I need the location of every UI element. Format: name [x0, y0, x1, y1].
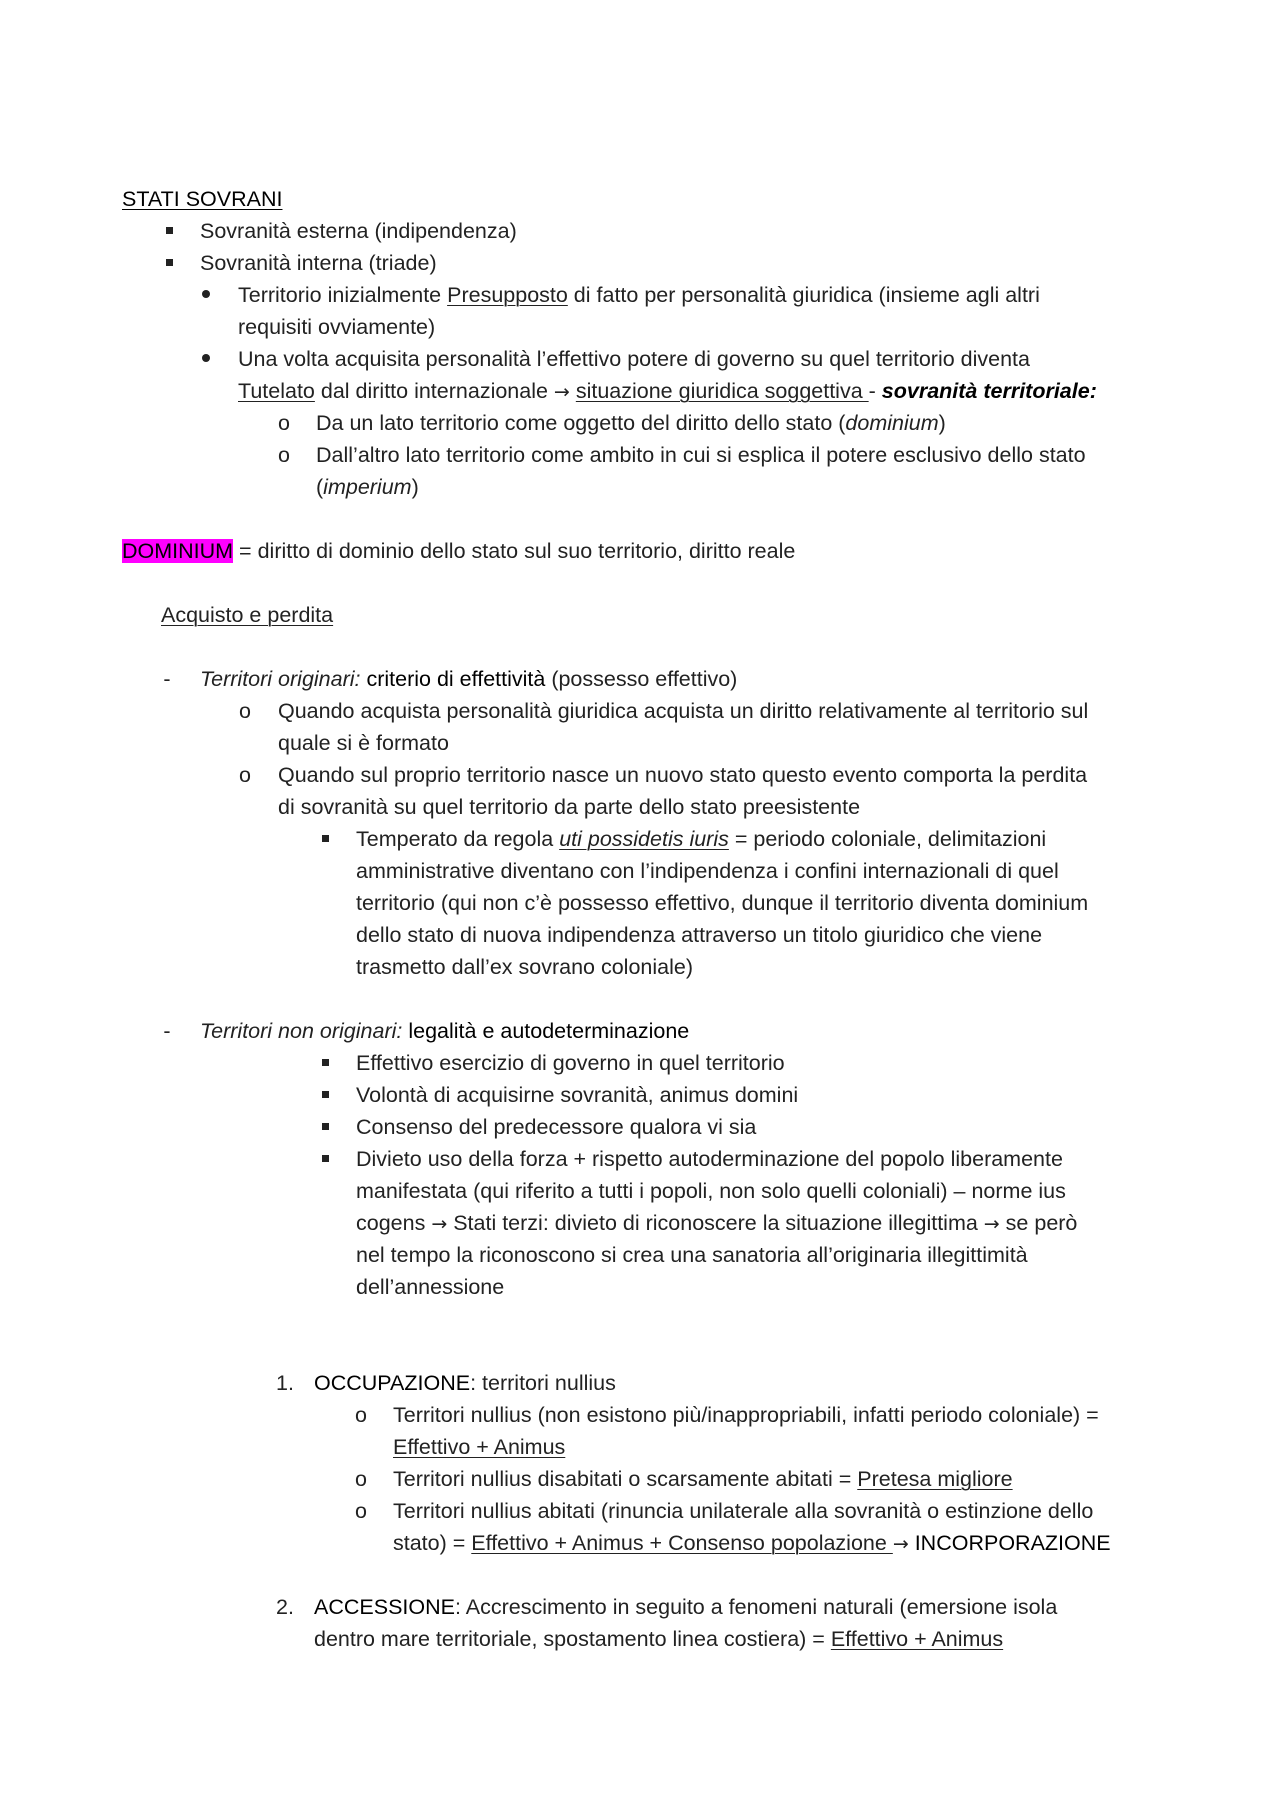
- list-item: ACCESSIONE: Accrescimento in seguito a fenomeni naturali (emersione isola: [314, 1595, 1058, 1619]
- list-item: Territori nullius (non esistono più/inappropriabili, infatti periodo coloniale) =: [393, 1403, 1099, 1427]
- list-item: Consenso del predecessore qualora vi sia: [356, 1115, 757, 1139]
- arrow-right-icon: →: [892, 1533, 909, 1555]
- list-item: Divieto uso della forza + rispetto autoderminazione del popolo liberamente: [356, 1147, 1063, 1171]
- dominium-definition: DOMINIUM = diritto di dominio dello stato sul suo territorio, diritto reale: [122, 539, 796, 563]
- list-item: Quando sul proprio territorio nasce un nuovo stato questo evento comporta la perdita: [278, 763, 1088, 787]
- list-item: Territori nullius abitati (rinuncia unilaterale alla sovranità o estinzione dello: [393, 1499, 1094, 1523]
- circle-bullet-icon: o: [278, 443, 290, 467]
- arrow-right-icon: →: [553, 381, 570, 403]
- circle-bullet-icon: o: [355, 1467, 367, 1491]
- circle-bullet-icon: o: [278, 411, 290, 435]
- list-item-continued: dentro mare territoriale, spostamento linea costiera) = Effettivo + Animus: [314, 1627, 1004, 1651]
- highlighted-term: DOMINIUM: [122, 539, 234, 563]
- list-item-continued: territorio (qui non c’è possesso effettivo, dunque il territorio diventa dominium: [356, 891, 1089, 915]
- list-item: Quando acquista personalità giuridica acquista un diritto relativamente al territorio sul: [278, 699, 1089, 723]
- arrow-right-icon: →: [983, 1213, 1000, 1235]
- list-item: Temperato da regola uti possidetis iuris = periodo coloniale, delimitazioni: [356, 827, 1047, 851]
- square-bullet-icon: [159, 247, 179, 279]
- list-item: Dall’altro lato territorio come ambito in cui si esplica il potere esclusivo dello stato: [316, 443, 1086, 467]
- list-item-continued: di sovranità su quel territorio da parte dello stato preesistente: [278, 795, 861, 819]
- list-item-continued: dello stato di nuova indipendenza attraverso un titolo giuridico che viene: [356, 923, 1043, 947]
- circle-bullet-icon: o: [239, 763, 251, 787]
- list-item-continued: cogens → Stati terzi: divieto di riconoscere la situazione illegittima → se però: [356, 1211, 1078, 1235]
- list-item-continued: Effettivo + Animus: [393, 1435, 566, 1459]
- list-item: OCCUPAZIONE: territori nullius: [314, 1371, 616, 1395]
- list-item: Effettivo esercizio di governo in quel territorio: [356, 1051, 785, 1075]
- circle-bullet-icon: o: [355, 1403, 367, 1427]
- section-heading: Acquisto e perdita: [161, 603, 334, 627]
- dash-bullet-icon: -: [163, 667, 171, 691]
- list-item-continued: (imperium): [316, 475, 419, 499]
- list-item-continued: dell’annessione: [356, 1275, 505, 1299]
- list-item: Una volta acquisita personalità l’effettivo potere di governo su quel territorio diventa: [238, 347, 1030, 371]
- list-item: Territori nullius disabitati o scarsamente abitati = Pretesa migliore: [393, 1467, 1013, 1491]
- list-item-continued: Tutelato dal diritto internazionale → situazione giuridica soggettiva - sovranità territoriale:: [238, 379, 1097, 403]
- list-item: Volontà di acquisirne sovranità, animus domini: [356, 1083, 799, 1107]
- round-bullet-icon: [196, 279, 216, 311]
- list-item: Sovranità esterna (indipendenza): [200, 219, 517, 243]
- list-item-continued: quale si è formato: [278, 731, 449, 755]
- circle-bullet-icon: o: [355, 1499, 367, 1523]
- list-item: Territorio inizialmente Presupposto di fatto per personalità giuridica (insieme agli altri: [238, 283, 1040, 307]
- square-bullet-icon: [315, 823, 335, 855]
- dash-bullet-icon: -: [163, 1019, 171, 1043]
- list-item-continued: stato) = Effettivo + Animus + Consenso popolazione → INCORPORAZIONE: [393, 1531, 1111, 1555]
- square-bullet-icon: [159, 215, 179, 247]
- list-item: Sovranità interna (triade): [200, 251, 437, 275]
- arrow-right-icon: →: [431, 1213, 448, 1235]
- square-bullet-icon: [315, 1079, 335, 1111]
- round-bullet-icon: [196, 343, 216, 375]
- list-item: Territori originari: criterio di effettività (possesso effettivo): [200, 667, 738, 691]
- circle-bullet-icon: o: [239, 699, 251, 723]
- square-bullet-icon: [315, 1047, 335, 1079]
- square-bullet-icon: [315, 1111, 335, 1143]
- list-item-continued: amministrative diventano con l’indipendenza i confini internazionali di quel: [356, 859, 1059, 883]
- page-title: STATI SOVRANI: [122, 187, 283, 211]
- list-item-continued: manifestata (qui riferito a tutti i popoli, non solo quelli coloniali) – norme ius: [356, 1179, 1066, 1203]
- list-item: Territori non originari: legalità e autodeterminazione: [200, 1019, 690, 1043]
- list-item: Da un lato territorio come oggetto del diritto dello stato (dominium): [316, 411, 946, 435]
- list-number: 2.: [276, 1595, 294, 1619]
- square-bullet-icon: [315, 1143, 335, 1175]
- list-item-continued: trasmetto dall’ex sovrano coloniale): [356, 955, 693, 979]
- list-item-continued: requisiti ovviamente): [238, 315, 436, 339]
- list-item-continued: nel tempo la riconoscono si crea una sanatoria all’originaria illegittimità: [356, 1243, 1028, 1267]
- list-number: 1.: [276, 1371, 294, 1395]
